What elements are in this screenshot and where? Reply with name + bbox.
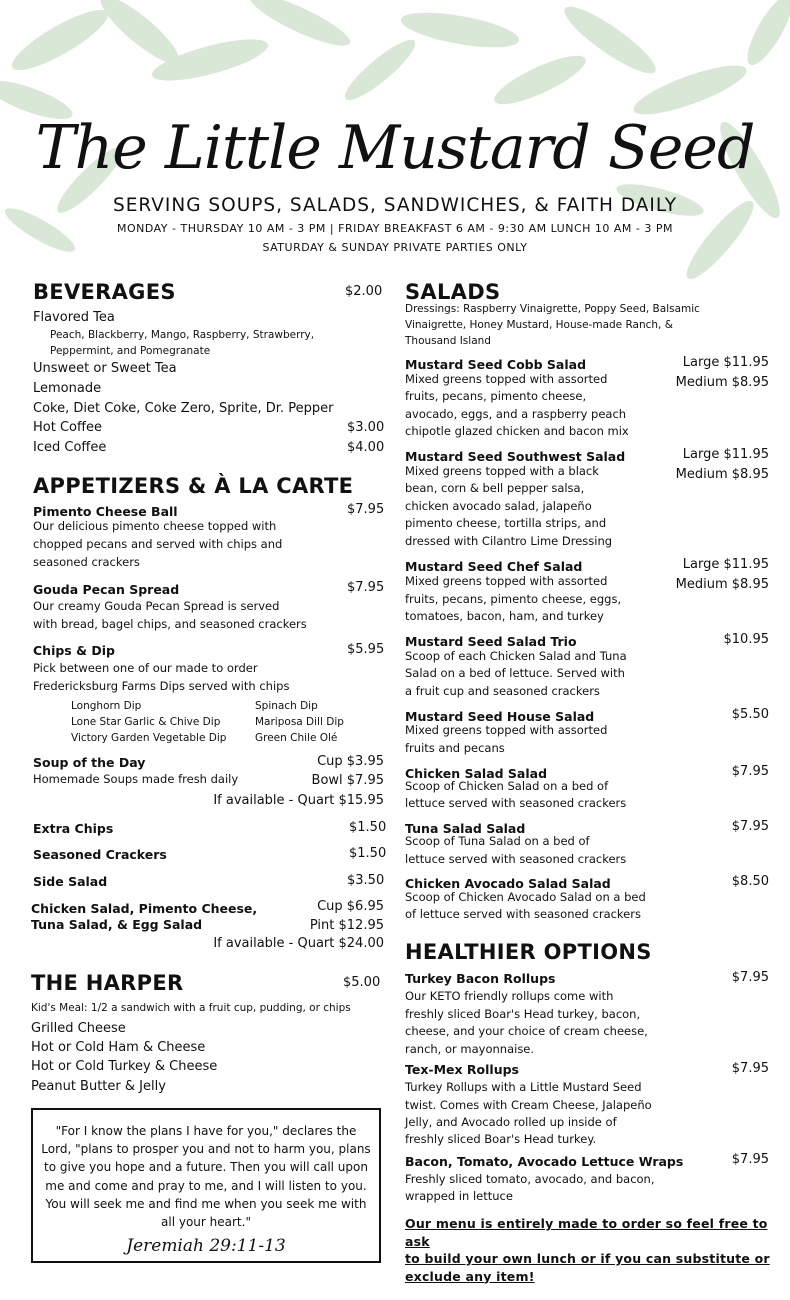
- item-price: $7.95: [731, 764, 769, 779]
- dip-option: Longhorn Dip: [71, 700, 142, 712]
- menu-item: Hot Coffee: [33, 420, 102, 435]
- hours-weekend: SATURDAY & SUNDAY PRIVATE PARTIES ONLY: [262, 241, 528, 254]
- menu-item-desc: cheese, and your choice of cream cheese,: [405, 1024, 648, 1038]
- menu-item: Iced Coffee: [33, 440, 107, 455]
- menu-item: Hot or Cold Ham & Cheese: [31, 1040, 206, 1055]
- dip-option: Mariposa Dill Dip: [255, 716, 344, 728]
- salads-heading: SALADS: [405, 280, 501, 304]
- menu-item-name: Turkey Bacon Rollups: [405, 971, 556, 986]
- tagline: SERVING SOUPS, SALADS, SANDWICHES, & FAITH DAILY: [112, 195, 678, 216]
- item-price: Medium $8.95: [675, 577, 769, 592]
- menu-item-name: Seasoned Crackers: [33, 847, 167, 862]
- menu-item: Hot or Cold Turkey & Cheese: [31, 1059, 218, 1074]
- menu-item-desc: Salad on a bed of lettuce. Served with: [405, 666, 625, 680]
- menu-item-desc: dressed with Cilantro Lime Dressing: [405, 534, 613, 548]
- item-price: $7.95: [731, 1061, 769, 1076]
- menu-item-name: Gouda Pecan Spread: [33, 582, 180, 597]
- menu-item-desc: Our delicious pimento cheese topped with: [33, 519, 277, 533]
- item-price: $8.50: [731, 874, 769, 889]
- dressings-text: Vinaigrette, Honey Mustard, House-made Ranch, &: [405, 319, 673, 331]
- menu-item-desc: of lettuce served with seasoned crackers: [405, 907, 641, 921]
- item-price: Large $11.95: [682, 557, 769, 572]
- menu-item-name: Tuna Salad Salad: [405, 821, 526, 836]
- menu-item-desc: Mixed greens topped with assorted: [405, 723, 608, 737]
- dip-option: Green Chile Olé: [255, 732, 338, 744]
- item-price: $3.00: [347, 420, 385, 435]
- menu-item-desc: Homemade Soups made fresh daily: [33, 772, 239, 786]
- menu-item-desc: Jelly, and Avocado rolled up inside of: [405, 1115, 617, 1129]
- item-price: $5.50: [731, 707, 769, 722]
- dressings-text: Thousand Island: [405, 335, 491, 347]
- menu-item-desc: Turkey Rollups with a Little Mustard Seed: [405, 1080, 642, 1094]
- menu-item-desc: ranch, or mayonnaise.: [405, 1042, 535, 1056]
- menu-item-name: Extra Chips: [33, 821, 114, 836]
- menu-item-desc: bean, corn & bell pepper salsa,: [405, 481, 585, 495]
- menu-item-desc: fruits, pecans, pimento cheese,: [405, 389, 587, 403]
- menu-item-desc: pimento cheese, tortilla strips, and: [405, 516, 607, 530]
- menu-item-name: Mustard Seed Chef Salad: [405, 559, 583, 574]
- item-price: If available - Quart $15.95: [213, 793, 384, 808]
- menu-item-desc: Mixed greens topped with a black: [405, 464, 599, 478]
- menu-item-name: Chicken Salad, Pimento Cheese,: [31, 901, 258, 916]
- item-price: $7.95: [731, 819, 769, 834]
- order-note: [405, 1215, 785, 1285]
- menu-item-desc: wrapped in lettuce: [405, 1189, 513, 1203]
- menu-item-desc: freshly sliced Boar's Head turkey.: [405, 1132, 597, 1146]
- beverages-heading: BEVERAGES: [33, 280, 176, 304]
- menu-item-name: Chicken Avocado Salad Salad: [405, 876, 611, 891]
- menu-item-desc: freshly sliced Boar's Head turkey, bacon,: [405, 1007, 641, 1021]
- item-price: Bowl $7.95: [311, 773, 384, 788]
- menu-item-desc: Mixed greens topped with assorted: [405, 574, 608, 588]
- item-price: If available - Quart $24.00: [213, 936, 384, 951]
- menu-item-desc: a fruit cup and seasoned crackers: [405, 684, 600, 698]
- menu-item-name: Mustard Seed House Salad: [405, 709, 595, 724]
- menu-item: Lemonade: [33, 381, 102, 396]
- item-price: Pint $12.95: [309, 918, 384, 933]
- item-price: $7.95: [731, 1152, 769, 1167]
- menu-item-desc: Scoop of Tuna Salad on a bed of: [405, 834, 590, 848]
- dip-option: Lone Star Garlic & Chive Dip: [71, 716, 221, 728]
- menu-item-desc: lettuce served with seasoned crackers: [405, 796, 627, 810]
- scripture-reference: Jeremiah 29:11-13: [126, 1236, 286, 1257]
- menu-item-name: Mustard Seed Salad Trio: [405, 634, 577, 649]
- menu-item: Unsweet or Sweet Tea: [33, 361, 177, 376]
- item-price: Medium $8.95: [675, 375, 769, 390]
- menu-item-desc: Scoop of each Chicken Salad and Tuna: [405, 649, 627, 663]
- order-note-line: exclude any item!: [405, 1268, 535, 1284]
- harper-desc: Kid's Meal: 1/2 a sandwich with a fruit cup, pudding, or chips: [31, 1002, 351, 1014]
- appetizers-heading: APPETIZERS & À LA CARTE: [33, 474, 354, 498]
- item-price: $3.50: [347, 873, 385, 888]
- menu-item-name: Bacon, Tomato, Avocado Lettuce Wraps: [405, 1154, 684, 1169]
- menu-item-desc: Peach, Blackberry, Mango, Raspberry, Strawberry,: [50, 329, 315, 341]
- item-price: Medium $8.95: [675, 467, 769, 482]
- menu-item-name: Side Salad: [33, 874, 108, 889]
- menu-item-name: Pimento Cheese Ball: [33, 504, 178, 519]
- item-price: $5.95: [347, 642, 385, 657]
- menu-item-name: Tex-Mex Rollups: [405, 1062, 519, 1077]
- beverages-price: $2.00: [345, 284, 383, 299]
- item-price: $7.95: [731, 970, 769, 985]
- menu-item: Peanut Butter & Jelly: [31, 1079, 166, 1094]
- dressings-text: Dressings: Raspberry Vinaigrette, Poppy Seed, Balsamic: [405, 303, 700, 315]
- menu-item-name: Tuna Salad, & Egg Salad: [31, 917, 203, 932]
- item-price: Large $11.95: [682, 447, 769, 462]
- menu-item-name: Soup of the Day: [33, 755, 146, 770]
- menu-item: Grilled Cheese: [31, 1021, 126, 1036]
- menu-item-desc: chopped pecans and served with chips and: [33, 537, 283, 551]
- menu-item-desc: Fredericksburg Farms Dips served with chips: [33, 679, 290, 693]
- menu-item-desc: Peppermint, and Pomegranate: [50, 345, 211, 357]
- menu-item-desc: tomatoes, bacon, ham, and turkey: [405, 609, 604, 623]
- menu-item-desc: Scoop of Chicken Salad on a bed of: [405, 779, 609, 793]
- menu-item-name: Mustard Seed Cobb Salad: [405, 357, 587, 372]
- item-price: $7.95: [347, 580, 385, 595]
- menu-item-desc: Freshly sliced tomato, avocado, and bacon,: [405, 1172, 655, 1186]
- menu-item-desc: lettuce served with seasoned crackers: [405, 852, 627, 866]
- menu-item-desc: Scoop of Chicken Avocado Salad on a bed: [405, 890, 646, 904]
- item-price: $1.50: [349, 820, 387, 835]
- menu-item: Coke, Diet Coke, Coke Zero, Sprite, Dr. Pepper: [33, 401, 334, 416]
- item-price: $4.00: [347, 440, 385, 455]
- menu-item-desc: Pick between one of our made to order: [33, 661, 258, 675]
- page-title: The Little Mustard Seed: [35, 113, 755, 183]
- dip-option: Spinach Dip: [255, 700, 318, 712]
- harper-heading: THE HARPER: [31, 971, 184, 995]
- menu-item-desc: chipotle glazed chicken and bacon mix: [405, 424, 629, 438]
- menu-item-desc: chicken avocado salad, jalapeño: [405, 499, 592, 513]
- order-note-line: Our menu is entirely made to order so feel free to ask: [405, 1216, 768, 1249]
- menu-item-desc: Our KETO friendly rollups come with: [405, 989, 614, 1003]
- menu-item-desc: avocado, eggs, and a raspberry peach: [405, 407, 627, 421]
- dip-option: Victory Garden Vegetable Dip: [71, 732, 227, 744]
- menu-item-desc: Mixed greens topped with assorted: [405, 372, 608, 386]
- item-price: Large $11.95: [682, 355, 769, 370]
- menu-item-desc: Our creamy Gouda Pecan Spread is served: [33, 599, 280, 613]
- healthier-heading: HEALTHIER OPTIONS: [405, 940, 652, 964]
- hours-weekday: MONDAY - THURSDAY 10 AM - 3 PM | FRIDAY BREAKFAST 6 AM - 9:30 AM LUNCH 10 AM - 3 PM: [116, 222, 673, 235]
- item-price: Cup $6.95: [317, 899, 384, 914]
- menu-item-desc: fruits and pecans: [405, 741, 505, 755]
- menu-item-name: Mustard Seed Southwest Salad: [405, 449, 626, 464]
- item-price: $10.95: [723, 632, 769, 647]
- item-price: $1.50: [349, 846, 387, 861]
- item-price: $7.95: [347, 502, 385, 517]
- menu-item-desc: with bread, bagel chips, and seasoned crackers: [33, 617, 307, 631]
- menu-item: Flavored Tea: [33, 310, 115, 325]
- menu-item-desc: seasoned crackers: [33, 555, 140, 569]
- menu-item-name: Chicken Salad Salad: [405, 766, 548, 781]
- menu-item-name: Chips & Dip: [33, 643, 115, 658]
- item-price: Cup $3.95: [317, 754, 384, 769]
- menu-item-desc: twist. Comes with Cream Cheese, Jalapeño: [405, 1098, 652, 1112]
- order-note-line: to build your own lunch or if you can substitute or: [405, 1251, 770, 1266]
- menu-item-desc: fruits, pecans, pimento cheese, eggs,: [405, 592, 622, 606]
- harper-price: $5.00: [343, 975, 381, 990]
- scripture-quote: "For I know the plans I have for you," declares the Lord, "plans to prosper you and not to harm you, plans to give you hope and a future. Then you will call upon me and come and pray to me, and I will listen to you. You will seek me and find me when you seek me with all your heart.": [41, 1124, 371, 1230]
